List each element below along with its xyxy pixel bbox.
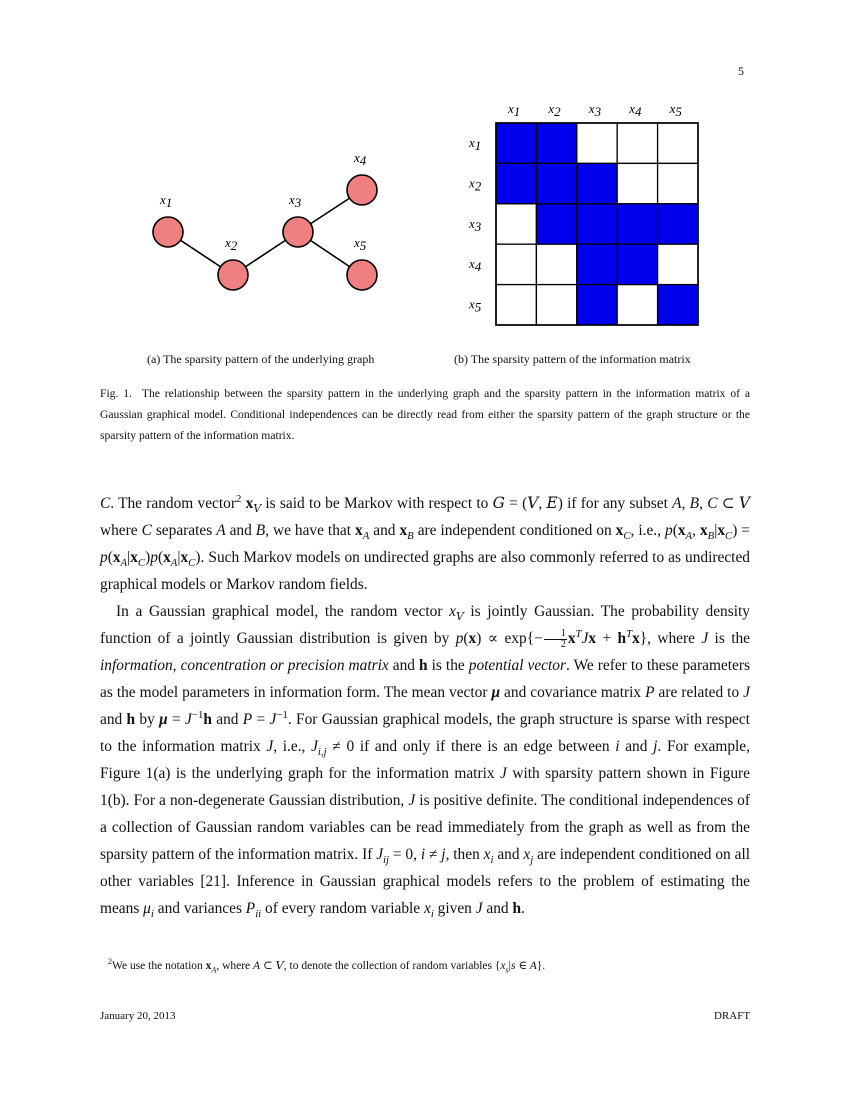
matrix-cell-5-5 (658, 285, 698, 325)
matrix-row-label-4: x4 (469, 256, 482, 275)
matrix-cell-1-2 (536, 123, 576, 163)
graph-panel (153, 150, 377, 290)
matrix-col-label-3: x3 (588, 101, 602, 119)
matrix-cell-3-2 (536, 204, 576, 244)
matrix-cell-1-1 (496, 123, 536, 163)
graph-node-5 (347, 260, 377, 290)
matrix-cell-4-1 (496, 244, 536, 284)
paragraph-gaussian: In a Gaussian graphical model, the random vector $x_V$ is jointly Gaussian. The probability density function of a jointly Gaussian distribution is given by p(x) ∝ exp{− $\frac{1}{2}$ $x^TJx + h^Tx$}, where J is the information, concentration or precision matrix and h is the potential vector. We refer to these parameters as the model parameters in information form. The mean vector μ and covariance matrix P are related to J and h by $\mu = J^{-1}h$ and $P = J^{-1}$. For Gaussian graphical models, the graph structure is sparse with respect to the information matrix J, i.e., $J_{i,j} \ne 0$ if and only if there is an edge between i and j. For example, Figure 1(a) is the underlying graph for the information matrix J with sparsity pattern shown in Figure 1(b). For a non-degenerate Gaussian distribution, J is positive definite. The conditional independences of a collection of Gaussian random variables can be read immediately from the graph as well as from the sparsity pattern of the information matrix. If $J_{ij} = 0$, i ≠ j, then $x_i$ and $x_j$ are independent conditioned on all other variables [21]. Inference in Gaussian graphical models refers to the problem of estimating the means $\mu_i$ and variances $P_{ii}$ of every random variable $x_i$ given J and h. (100, 603, 751, 921)
matrix-col-label-5: x5 (669, 101, 682, 119)
graph-node-2 (218, 260, 248, 290)
figure-label: Fig. 1. (100, 387, 132, 400)
body-text (100, 490, 750, 922)
subcaption-matrix: (b) The sparsity pattern of the information matrix (454, 352, 691, 366)
footer-date: January 20, 2013 (100, 1010, 176, 1022)
matrix-cell-5-4 (617, 285, 657, 325)
graph-node-3 (283, 217, 313, 247)
matrix-cell-2-4 (617, 163, 657, 203)
subcaption-graph: (a) The sparsity pattern of the underlying graph (147, 352, 375, 366)
matrix-cell-1-4 (617, 123, 657, 163)
footnote-number: 2 (108, 957, 113, 967)
matrix-cell-4-3 (577, 244, 617, 284)
matrix-row-label-3: x3 (469, 215, 482, 234)
matrix-row-label-2: x2 (469, 175, 482, 194)
footer-draft-label: DRAFT (714, 1010, 751, 1022)
page-number: 5 (738, 64, 744, 78)
graph-node-label-1: x1 (160, 192, 173, 210)
graph-node-label-3: x3 (289, 192, 302, 210)
footnote-marker: 2 (236, 492, 242, 505)
graph-node-1 (153, 217, 183, 247)
matrix-cell-1-3 (577, 123, 617, 163)
graph-node-4 (347, 175, 377, 205)
paragraph-markov: C. The random vector$^2$ $x_V$ is said to be Markov with respect to G = (V, E) if for any subset A, B, C ⊂ V where C separates A and B, we have that $x_A$ and $x_B$ are independent conditioned on $x_C$, i.e., $p(x_A$, $x_B|x_C) = p(x_A|x_C)p(x_A|x_C)$. Such Markov models on undirected graphs are also commonly referred to as undirected graphical models or Markov random fields. (100, 492, 750, 593)
matrix-cell-2-5 (658, 163, 698, 203)
matrix-cell-3-5 (658, 204, 698, 244)
matrix-cell-2-3 (577, 163, 617, 203)
matrix-cell-5-2 (536, 285, 576, 325)
figure-caption (100, 383, 750, 446)
graph-node-label-4: x4 (354, 150, 367, 168)
matrix-col-label-2: x2 (548, 101, 561, 119)
matrix-col-label-1: x1 (508, 101, 521, 119)
matrix-cell-3-1 (496, 204, 536, 244)
matrix-cell-4-2 (536, 244, 576, 284)
matrix-cell-3-3 (577, 204, 617, 244)
graph-node-label-2: x2 (225, 235, 238, 253)
matrix-cell-3-4 (617, 204, 657, 244)
figure-caption-text: The relationship between the sparsity pattern in the underlying graph and the sparsity pattern in the information matrix of a Gaussian graphical model. Conditional independences can be directly read from either the sparsity pattern of the graph structure or the sparsity pattern of the information matrix. (100, 387, 750, 442)
matrix-cell-2-1 (496, 163, 536, 203)
footnote: $^2$We use the notation $x_A$, where A ⊂ V, to denote the collection of random variables {$x_s|s$ ∈ A}. (108, 957, 546, 975)
matrix-cell-5-1 (496, 285, 536, 325)
matrix-cell-4-4 (617, 244, 657, 284)
matrix-cell-2-2 (536, 163, 576, 203)
graph-node-label-5: x5 (354, 235, 367, 253)
matrix-row-label-1: x1 (469, 135, 482, 153)
matrix-panel (468, 101, 698, 325)
matrix-col-label-4: x4 (629, 101, 642, 119)
figure-1 (0, 95, 850, 355)
matrix-cell-5-3 (577, 285, 617, 325)
matrix-cell-1-5 (658, 123, 698, 163)
matrix-row-label-5: x5 (469, 296, 482, 315)
matrix-cell-4-5 (658, 244, 698, 284)
